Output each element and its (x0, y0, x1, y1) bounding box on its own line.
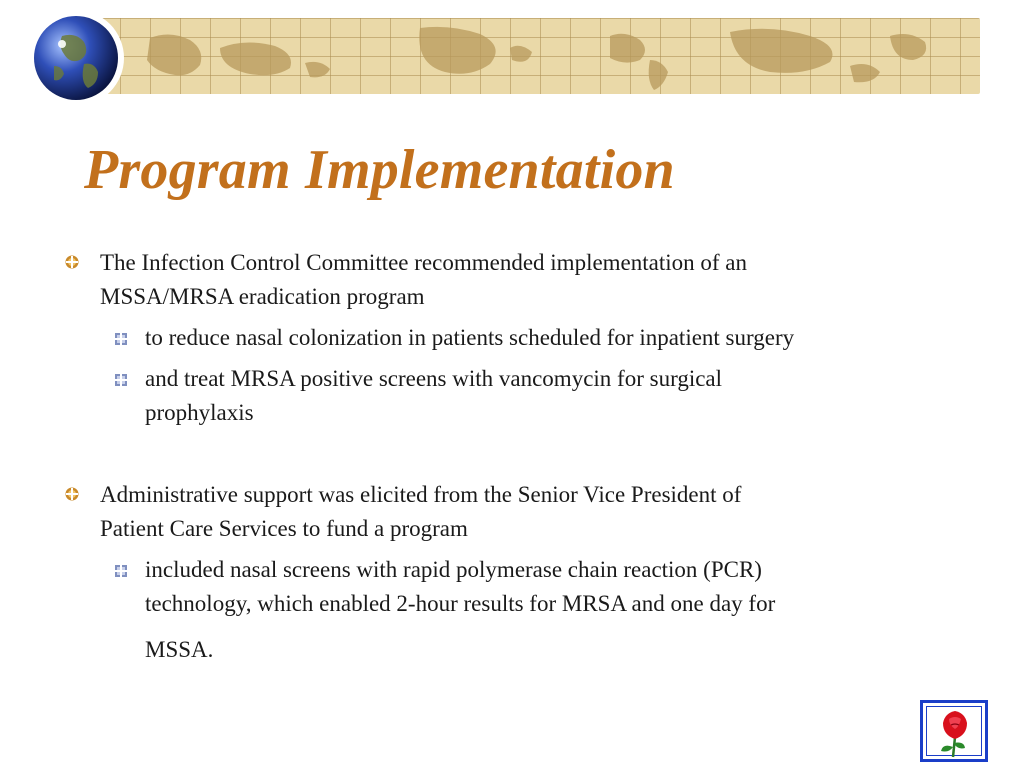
world-map-icon (90, 18, 980, 94)
world-map-banner (90, 18, 980, 94)
globe-icon (28, 10, 124, 106)
sub-bullet-text: and treat MRSA positive screens with vancomycin for surgical prophylaxis (145, 366, 723, 425)
sub-bullet-text-continued: MSSA. (145, 637, 214, 662)
bullet-icon (65, 487, 79, 501)
rose-logo-icon (933, 707, 977, 759)
rose-logo (920, 700, 988, 762)
slide-title: Program Implementation (84, 139, 675, 201)
sub-bullet-text: to reduce nasal colonization in patients scheduled for inpatient surgery (145, 325, 795, 350)
sub-bullet-icon (115, 333, 127, 345)
sub-bullet-text: included nasal screens with rapid polymerase chain reaction (PCR) technology, which enabled 2-hour results for MRSA and one day for (145, 557, 776, 616)
bullet-icon (65, 255, 79, 269)
bullet-text: The Infection Control Committee recommended implementation of an MSSA/MRSA eradication program (100, 250, 748, 309)
bullet-text: Administrative support was elicited from the Senior Vice President of Patient Care Services to fund a program (100, 482, 742, 541)
sub-bullet-icon (115, 565, 127, 577)
sub-bullet-icon (115, 374, 127, 386)
